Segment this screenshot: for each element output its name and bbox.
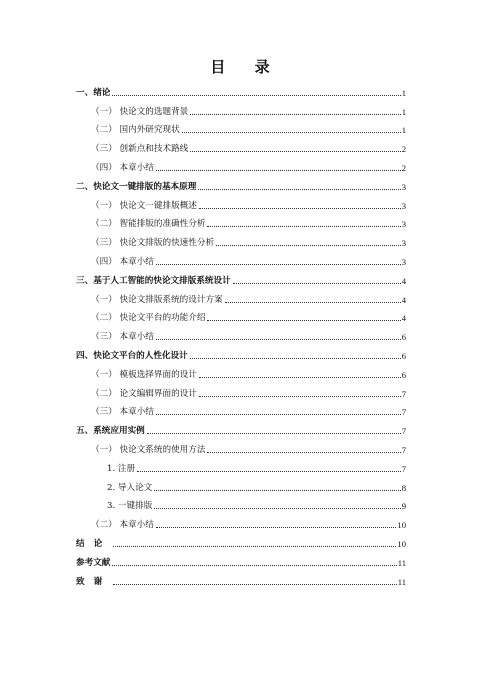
toc-entry-label: （二） 快论文平台的功能介绍: [91, 313, 206, 324]
dot-leader: [156, 339, 401, 340]
toc-entry-label: （二） 国内外研究现状: [91, 125, 180, 136]
toc-entry-label: （一） 快论文排版系统的设计方案: [91, 294, 223, 305]
toc-entry-page-number: 11: [397, 576, 406, 587]
toc-entry-page-number: 3: [401, 238, 406, 249]
dot-leader: [156, 170, 401, 171]
toc-entry-label: 参考文献: [76, 557, 111, 568]
toc-entry-label: （四） 本章小结: [91, 162, 154, 173]
dot-leader: [199, 377, 401, 378]
dot-leader: [190, 358, 401, 359]
toc-entry-page-number: 10: [397, 520, 406, 531]
toc-entry[interactable]: [76, 155, 406, 174]
toc-entry-label: （一） 快论文系统的使用方法: [91, 444, 206, 455]
toc-entry-page-number: 2: [401, 162, 406, 173]
toc-entry[interactable]: [76, 174, 406, 193]
toc-entry[interactable]: [76, 400, 406, 419]
toc-entry-label: 3. 一键排版: [107, 501, 153, 512]
toc-entry-page-number: 7: [401, 463, 406, 474]
toc-entry-page-number: 1: [401, 87, 406, 98]
toc-entry-page-number: 7: [401, 426, 406, 437]
toc-entry-label: （一） 模板选择界面的设计: [91, 369, 197, 380]
toc-entry-label: 致谢: [76, 576, 112, 587]
toc-entry-page-number: 8: [401, 482, 406, 493]
dot-leader: [113, 584, 397, 585]
toc-entry-label: （二） 本章小结: [91, 520, 154, 531]
toc-entry-page-number: 7: [401, 388, 406, 399]
dot-leader: [225, 302, 401, 303]
dot-leader: [207, 452, 400, 453]
toc-entry-label: （二） 智能排版的准确性分析: [91, 219, 206, 230]
toc-entry-page-number: 3: [401, 219, 406, 230]
dot-leader: [198, 189, 400, 190]
dot-leader: [137, 471, 401, 472]
toc-entry-page-number: 7: [401, 444, 406, 455]
page-title: 目 录: [210, 58, 282, 76]
toc-entry[interactable]: [76, 418, 406, 437]
toc-entry[interactable]: [76, 118, 406, 137]
toc-entry-page-number: 4: [401, 275, 406, 286]
toc-entry[interactable]: [76, 99, 406, 118]
dot-leader: [113, 546, 396, 547]
toc-entry-page-number: 3: [401, 181, 406, 192]
toc-entry-page-number: 6: [401, 369, 406, 380]
toc-entry-label: 五、系统应用实例: [76, 426, 145, 437]
dot-leader: [182, 132, 401, 133]
dot-leader: [156, 414, 401, 415]
toc-entry[interactable]: [76, 287, 406, 306]
toc-entry-page-number: 3: [401, 200, 406, 211]
dot-leader: [216, 245, 401, 246]
toc-entry-page-number: 2: [401, 144, 406, 155]
toc-entry[interactable]: [76, 268, 406, 287]
toc-entry-label: （一） 快论文一键排版概述: [91, 200, 197, 211]
toc-entry-label: （三） 本章小结: [91, 407, 154, 418]
dot-leader: [207, 226, 400, 227]
toc-entry-page-number: 1: [401, 106, 406, 117]
toc-entry[interactable]: [76, 512, 406, 531]
toc-entry-label: 二、快论文一键排版的基本原理: [76, 181, 197, 192]
toc-entry-label: 三、基于人工智能的快论文排版系统设计: [76, 275, 231, 286]
toc-entry-label: （三） 本章小结: [91, 332, 154, 343]
toc-entry-page-number: 6: [401, 350, 406, 361]
toc-entry-label: （二） 论文编辑界面的设计: [91, 388, 197, 399]
toc-entry[interactable]: [76, 230, 406, 249]
toc-entry-page-number: 1: [401, 125, 406, 136]
dot-leader: [112, 95, 400, 96]
toc-entry[interactable]: [76, 362, 406, 381]
toc-entry-label: 一、绪论: [76, 87, 111, 98]
toc-entry-label: 四、快论文平台的人性化设计: [76, 350, 188, 361]
toc-entry[interactable]: [76, 475, 406, 494]
toc-entry[interactable]: [76, 343, 406, 362]
toc-entry[interactable]: [76, 212, 406, 231]
toc-entry[interactable]: [76, 324, 406, 343]
toc-entry[interactable]: [76, 249, 406, 268]
dot-leader: [112, 565, 396, 566]
toc-entry-label: （三） 创新点和技术路线: [91, 144, 189, 155]
toc-entry[interactable]: [76, 569, 406, 588]
toc-entry-page-number: 10: [397, 538, 406, 549]
dot-leader: [156, 527, 397, 528]
toc-entry[interactable]: [76, 550, 406, 569]
toc-entry[interactable]: [76, 381, 406, 400]
dot-leader: [154, 490, 400, 491]
toc-entry-label: （三） 快论文排版的快速性分析: [91, 238, 215, 249]
toc-entry[interactable]: [76, 494, 406, 513]
dot-leader: [156, 264, 401, 265]
dot-leader: [233, 283, 401, 284]
toc-entry-page-number: 7: [401, 407, 406, 418]
dot-leader: [190, 114, 400, 115]
toc-entry-label: （一） 快论文的选题背景: [91, 106, 189, 117]
toc-entry-page-number: 6: [401, 332, 406, 343]
toc-entry-page-number: 9: [401, 501, 406, 512]
toc-entry-label: 1. 注册: [107, 463, 136, 474]
toc-entry-label: （四） 本章小结: [91, 256, 154, 267]
toc-entry-page-number: 3: [401, 256, 406, 267]
toc-entry-label: 2. 导入论文: [107, 482, 153, 493]
toc-entry-page-number: 4: [401, 294, 406, 305]
toc-entry-page-number: 11: [397, 557, 406, 568]
dot-leader: [147, 433, 401, 434]
toc-entry[interactable]: [76, 193, 406, 212]
dot-leader: [199, 396, 401, 397]
dot-leader: [207, 320, 400, 321]
dot-leader: [199, 208, 401, 209]
toc-entry[interactable]: [76, 456, 406, 475]
toc-entry-label: 结论: [76, 538, 112, 549]
toc-entry[interactable]: [76, 80, 406, 99]
dot-leader: [190, 151, 400, 152]
toc-entry[interactable]: [76, 437, 406, 456]
toc-entry[interactable]: [76, 136, 406, 155]
table-of-contents: [76, 80, 406, 588]
toc-entry[interactable]: [76, 531, 406, 550]
toc-entry[interactable]: [76, 306, 406, 325]
dot-leader: [154, 508, 400, 509]
toc-entry-page-number: 4: [401, 313, 406, 324]
